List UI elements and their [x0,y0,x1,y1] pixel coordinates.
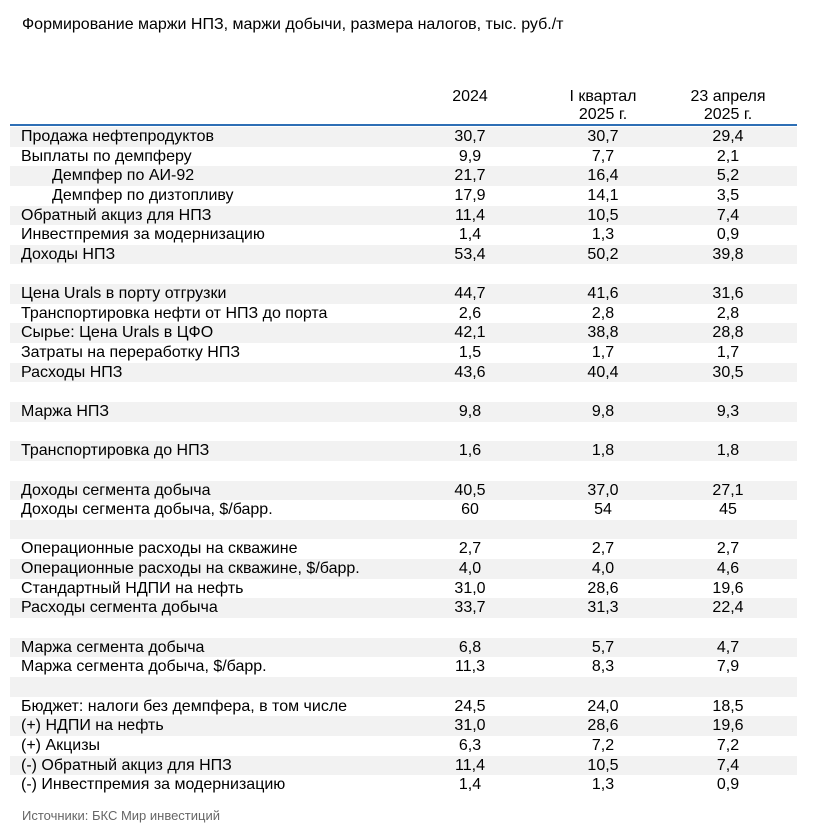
row-value: 9,3 [716,402,740,420]
column-header-2024 [410,88,530,106]
table-row [10,481,797,501]
table-row [10,716,797,736]
row-label: Доходы НПЗ [21,245,116,263]
row-value: 16,4 [587,167,619,185]
row-value: 22,4 [712,599,744,617]
row-label: Бюджет: налоги без демпфера, в том числе [21,697,348,715]
row-label: Операционные расходы на скважине, $/барр. [21,560,360,578]
row-value: 1,4 [458,226,482,244]
table-row [10,186,797,206]
table-row [10,736,797,756]
row-value: 7,4 [716,756,740,774]
row-label: Затраты на переработку НПЗ [21,344,240,362]
row-label: Инвестпремия за модернизацию [21,226,265,244]
row-value: 37,0 [587,481,619,499]
row-value: 14,1 [587,186,619,204]
table-row [10,775,797,795]
row-value: 4,7 [716,638,740,656]
row-value: 53,4 [454,245,486,263]
spacer-row [10,520,797,540]
row-value: 5,2 [716,167,740,185]
row-value: 7,9 [716,658,740,676]
column-header-apr23-2025 [658,88,798,124]
row-value: 27,1 [712,481,744,499]
row-label: Расходы НПЗ [21,363,123,381]
row-value: 30,7 [454,128,486,145]
spacer-row [10,382,797,402]
row-value: 1,8 [591,442,615,460]
row-value: 44,7 [454,285,486,303]
row-value: 30,5 [712,363,744,381]
row-label: (-) Обратный акциз для НПЗ [21,756,232,774]
row-value: 2,1 [716,147,740,165]
row-label: Обратный акциз для НПЗ [21,206,212,224]
row-value: 2,7 [458,540,482,558]
table-row [10,147,797,167]
row-value: 31,0 [454,579,486,597]
row-value: 31,6 [712,285,744,303]
row-value: 31,3 [587,599,619,617]
row-value: 5,7 [591,638,615,656]
column-header-line: I квартал [569,88,637,105]
table-row [10,284,797,304]
table-row [10,225,797,245]
row-value: 50,2 [587,245,619,263]
spacer-row [10,422,797,442]
row-value: 28,6 [587,717,619,735]
row-label: Демпфер по АИ-92 [52,167,195,185]
row-value: 31,0 [454,717,486,735]
row-value: 11,4 [455,206,485,224]
row-value: 1,3 [591,226,615,244]
row-value: 33,7 [454,599,486,617]
row-value: 42,1 [454,324,486,342]
row-value: 10,5 [587,756,619,774]
table-row [10,539,797,559]
row-value: 1,8 [716,442,740,460]
table-row [10,500,797,520]
row-label: Выплаты по демпферу [21,147,192,165]
spacer-row [10,461,797,481]
table-header [10,88,797,126]
row-value: 1,4 [458,776,482,794]
spacer-row [10,618,797,638]
row-label: Стандартный НДПИ на нефть [21,579,244,597]
row-value: 38,8 [587,324,619,342]
table-body [10,127,797,795]
column-header-q1-2025 [533,88,673,124]
row-label: Маржа сегмента добыча [21,638,205,656]
table-row [10,657,797,677]
row-value: 2,8 [591,304,615,322]
row-value: 21,7 [454,167,486,185]
table-row [10,363,797,383]
row-value: 2,7 [716,540,740,558]
table-row [10,697,797,717]
row-value: 9,8 [458,402,482,420]
row-label: Расходы сегмента добыча [21,599,218,617]
spacer-row [10,264,797,284]
row-label: Маржа НПЗ [21,402,110,420]
row-label: Транспортировка до НПЗ [21,442,210,460]
row-label: Доходы сегмента добыча [21,481,211,499]
row-label: Продажа нефтепродуктов [21,128,214,145]
row-label: Операционные расходы на скважине [21,540,298,558]
table-row [10,245,797,265]
row-label: (-) Инвестпремия за модернизацию [21,776,286,794]
table-row [10,598,797,618]
row-value: 7,7 [591,147,615,165]
table-row [10,756,797,776]
row-value: 11,4 [455,756,485,774]
row-value: 10,5 [587,206,619,224]
table-row [10,343,797,363]
row-value: 24,5 [454,697,486,715]
row-value: 19,6 [712,717,744,735]
row-value: 4,0 [591,560,615,578]
column-header-line: 2025 г. [578,106,628,123]
row-value: 60 [461,501,479,519]
source-note: Источники: БКС Мир инвестиций [22,808,220,823]
row-value: 3,5 [716,186,740,204]
row-value: 11,3 [455,658,485,676]
table-row [10,441,797,461]
row-value: 4,6 [716,560,740,578]
table-row [10,559,797,579]
table-row [10,304,797,324]
row-value: 28,6 [587,579,619,597]
row-value: 28,8 [712,324,744,342]
row-value: 40,5 [454,481,486,499]
row-value: 45 [719,501,737,519]
row-label: Доходы сегмента добыча, $/барр. [21,501,273,519]
table-row [10,206,797,226]
table-row [10,638,797,658]
table-row [10,323,797,343]
row-value: 24,0 [587,697,619,715]
row-value: 7,2 [716,736,740,754]
row-value: 43,6 [454,363,486,381]
row-value: 1,3 [591,776,615,794]
row-value: 1,7 [716,344,740,362]
row-value: 30,7 [587,128,619,145]
column-header-line: 2025 г. [703,106,753,123]
row-value: 4,0 [458,560,482,578]
row-value: 41,6 [587,285,619,303]
table-row [10,127,797,147]
table-row [10,402,797,422]
row-value: 7,2 [591,736,615,754]
row-value: 1,6 [458,442,482,460]
row-value: 9,8 [591,402,615,420]
row-value: 2,6 [458,304,482,322]
row-label: Сырье: Цена Urals в ЦФО [21,324,214,342]
row-label: (+) НДПИ на нефть [21,717,164,735]
row-value: 2,7 [591,540,615,558]
row-value: 7,4 [716,206,740,224]
row-value: 8,3 [591,658,615,676]
row-value: 19,6 [712,579,744,597]
row-value: 17,9 [454,186,486,204]
row-label: Цена Urals в порту отгрузки [21,285,227,303]
row-value: 6,3 [458,736,482,754]
row-value: 40,4 [587,363,619,381]
row-value: 6,8 [458,638,482,656]
row-label: Демпфер по дизтопливу [52,186,234,204]
spacer-row [10,677,797,697]
row-value: 9,9 [458,147,482,165]
row-label: (+) Акцизы [21,736,101,754]
row-value: 1,5 [458,344,482,362]
row-value: 39,8 [712,245,744,263]
column-header-line: 23 апреля [690,88,766,105]
table-row [10,166,797,186]
row-label: Маржа сегмента добыча, $/барр. [21,658,267,676]
row-value: 1,7 [591,344,615,362]
row-label: Транспортировка нефти от НПЗ до порта [21,304,328,322]
row-value: 29,4 [712,128,744,145]
row-value: 18,5 [712,697,744,715]
column-header-line: 2024 [452,88,488,105]
row-value: 0,9 [716,776,740,794]
row-value: 0,9 [716,226,740,244]
row-value: 2,8 [716,304,740,322]
table-title: Формирование маржи НПЗ, маржи добычи, размера налогов, тыс. руб./т [22,16,564,33]
table-row [10,579,797,599]
row-value: 54 [594,501,612,519]
